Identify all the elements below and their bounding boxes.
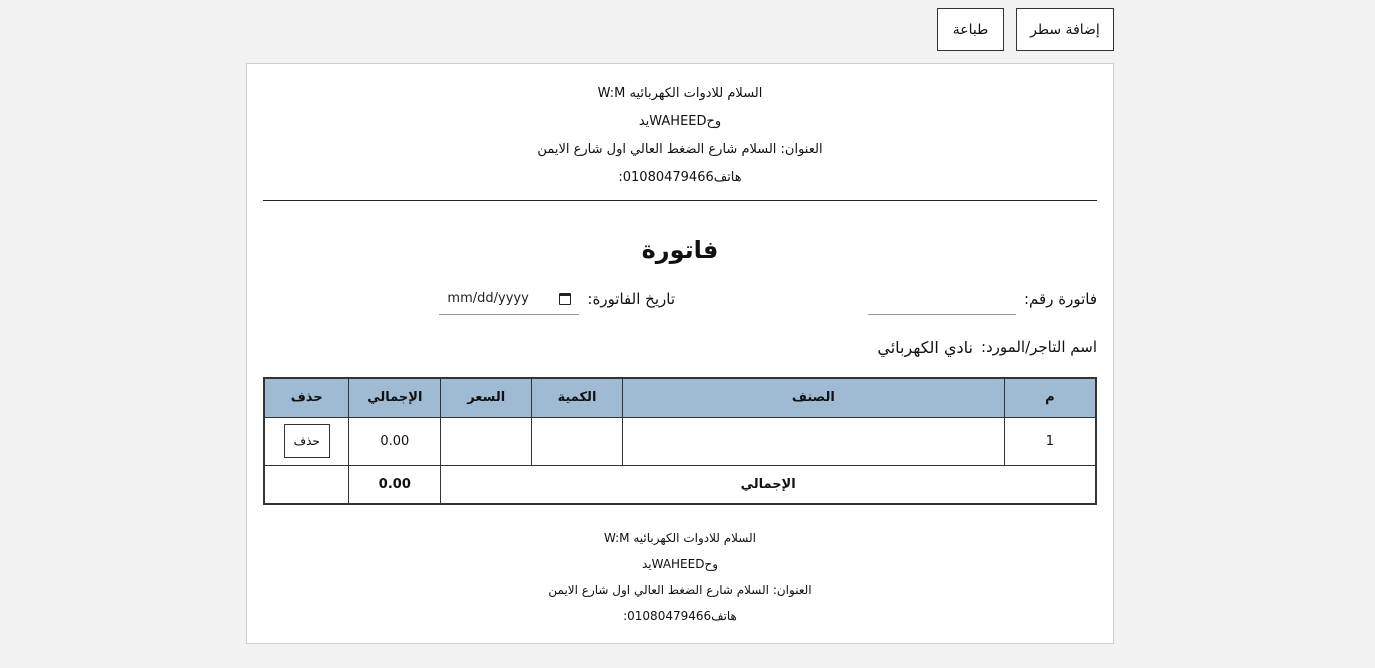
row-delete-cell (264, 417, 349, 465)
invoice-date-input[interactable] (439, 283, 579, 315)
merchant-field (877, 336, 1097, 358)
calendar-icon[interactable] (559, 293, 571, 305)
invoice-title: فاتورة (641, 236, 719, 264)
company-address: العنوان: السلام شارع الضغط العالي اول شارع الايمن (537, 142, 823, 157)
total-label: الإجمالي (441, 465, 1096, 504)
invoice-date-field (439, 282, 675, 316)
col-qty-header: الكمية (532, 378, 623, 417)
row-qty-input[interactable] (532, 417, 623, 465)
col-item-header: الصنف (622, 378, 1004, 417)
row-total: 0.00 (349, 417, 441, 465)
company-owner: وحWAHEEDيد (638, 114, 722, 129)
col-index-header: م (1004, 378, 1096, 417)
invoice-meta (263, 282, 1097, 316)
delete-row-button[interactable]: حذف (284, 424, 330, 458)
invoice-sheet (246, 63, 1114, 644)
row-item-input[interactable] (622, 417, 1004, 465)
footer-company-address: العنوان: السلام شارع الضغط العالي اول شارع الايمن (548, 583, 812, 597)
grand-total: 0.00 (349, 465, 441, 504)
items-table (263, 377, 1097, 505)
row-price-input[interactable] (441, 417, 532, 465)
toolbar (937, 8, 1114, 51)
row-index: 1 (1004, 417, 1096, 465)
footer-company-owner: وحWAHEEDيد (641, 557, 719, 571)
invoice-number-input[interactable] (868, 283, 1016, 315)
table-row (264, 417, 1096, 465)
footer-company-phone: هاتف01080479466: (623, 609, 737, 623)
total-empty-cell (264, 465, 349, 504)
merchant-label: اسم التاجر/المورد: (980, 338, 1097, 356)
invoice-footer (247, 528, 1113, 632)
header-divider (263, 200, 1097, 201)
date-placeholder: mm/dd/yyyy (447, 291, 529, 306)
invoice-number-label: فاتورة رقم: (1024, 290, 1097, 308)
print-button[interactable]: طباعة (937, 8, 1004, 51)
total-row (264, 465, 1096, 504)
invoice-header (247, 64, 1113, 196)
invoice-date-label: تاريخ الفاتورة: (587, 290, 675, 308)
add-row-button[interactable]: إضافة سطر (1016, 8, 1114, 51)
company-phone: هاتف01080479466: (618, 170, 742, 185)
col-price-header: السعر (441, 378, 532, 417)
company-name: السلام للادوات الكهربائيه W:M (597, 86, 763, 101)
col-delete-header: حذف (264, 378, 349, 417)
col-total-header: الإجمالي (349, 378, 441, 417)
invoice-number-field (868, 282, 1097, 316)
footer-company-name: السلام للادوات الكهربائيه W:M (603, 531, 757, 545)
merchant-value[interactable]: نادي الكهربائي (877, 337, 973, 357)
